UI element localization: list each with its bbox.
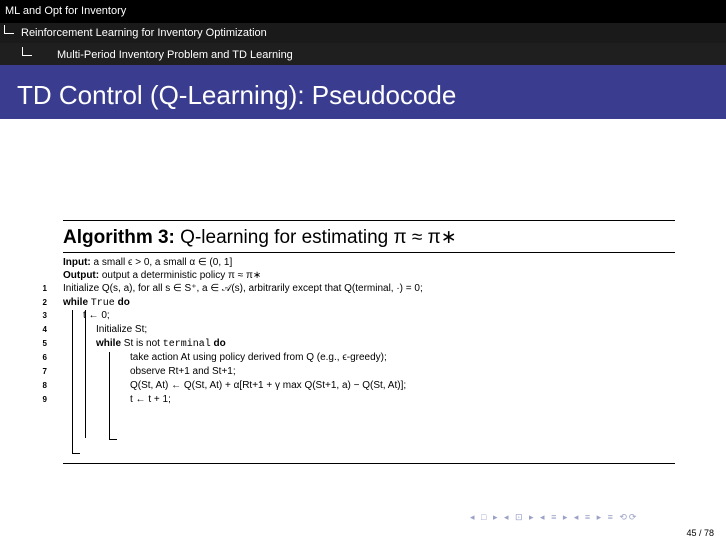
algo-line-1: 1 Initialize Q(s, a), for all s ∈ S⁺, a ∈ 𝒜(s), arbitrarily except that Q(terminal, ·) = 0; [42,283,423,294]
algo-line-6: 6 take action At using policy derived from Q (e.g., ϵ-greedy); [42,352,387,363]
page-number: 45 / 78 [686,528,714,538]
subsection-hook-icon [4,25,14,34]
algo-line-9: 9 t ← t + 1; [42,394,171,405]
algo-line-3: 3 t ← 0; [42,310,110,321]
algo-line-7: 7 observe Rt+1 and St+1; [42,366,236,377]
algo-line-8: 8 Q(St, At) ← Q(St, At) + α[Rt+1 + γ max Q(St+1, a) − Q(St, At)]; [42,380,407,391]
output-line: Output: output a deterministic policy π ≈ π∗ [63,270,262,281]
inner-while-end [109,439,117,440]
algorithm-title: Algorithm 3: Q-learning for estimating π ≈ π∗ [63,227,457,248]
algorithm-block [42,220,675,464]
while-block-end [72,453,80,454]
bottom-rule [63,463,675,464]
algorithm-body [42,253,675,429]
loop-body-bar [85,310,86,438]
slide-title: TD Control (Q-Learning): Pseudocode [17,80,457,110]
breadcrumb-level3[interactable]: Multi-Period Inventory Problem and TD Learning [0,43,726,65]
beamer-navigation-icons[interactable]: ◂ □ ▸ ◂ ⊡ ▸ ◂ ≡ ▸ ◂ ≡ ▸ ≡ ⟲⟳ [470,512,639,522]
slide-title-bar [0,65,726,119]
algo-line-5: 5 while St is not terminal do [42,338,226,350]
inner-while-bar [109,352,110,439]
breadcrumb-level2[interactable]: Reinforcement Learning for Inventory Optimization [0,23,726,43]
breadcrumb-level1[interactable]: ML and Opt for Inventory [0,0,726,23]
input-line: Input: a small ϵ > 0, a small α ∈ (0, 1] [63,257,233,268]
algo-line-2: 2 while True do [42,297,130,309]
while-block-bar [72,310,73,453]
subsection-hook-icon [22,47,32,56]
algo-line-4: 4 Initialize St; [42,324,148,335]
